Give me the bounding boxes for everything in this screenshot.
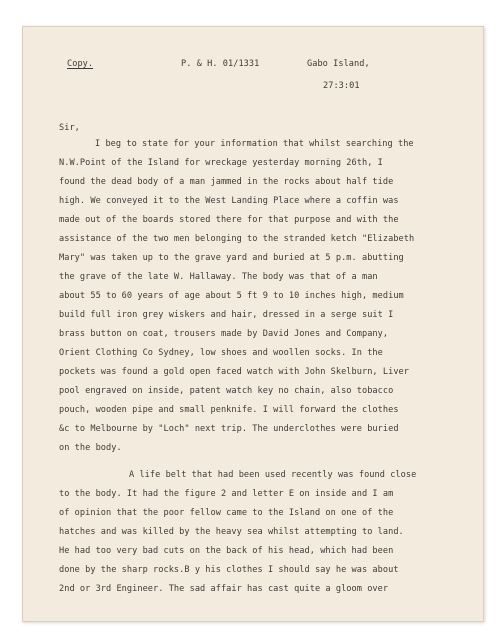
- copy-label: Copy.: [67, 59, 94, 69]
- body-line: 2nd or 3rd Engineer. The sad affair has cast quite a gloom over: [59, 584, 389, 594]
- location: Gabo Island,: [307, 59, 370, 69]
- body-line: pouch, wooden pipe and small penknife. I will forward the clothes: [59, 405, 399, 415]
- body-line: I beg to state for your information that whilst searching the: [95, 139, 414, 149]
- body-line: A life belt that had been used recently was found close: [129, 470, 417, 480]
- body-line: assistance of the two men belonging to the stranded ketch "Elizabeth: [59, 234, 415, 244]
- body-line: about 55 to 60 years of age about 5 ft 9 to 10 inches high, medium: [59, 291, 404, 301]
- body-line: done by the sharp rocks.B y his clothes I should say he was about: [59, 565, 399, 575]
- body-line: pool engraved on inside, patent watch key no chain, also tobacco: [59, 386, 394, 396]
- salutation: Sir,: [59, 123, 80, 133]
- body-line: high. We conveyed it to the West Landing Place where a coffin was: [59, 196, 399, 206]
- body-line: brass button on coat, trousers made by David Jones and Company,: [59, 329, 389, 339]
- body-line: Mary" was taken up to the grave yard and buried at 5 p.m. abutting: [59, 253, 404, 263]
- document-page: [22, 26, 484, 622]
- body-line: build full iron grey wiskers and hair, dressed in a serge suit I: [59, 310, 394, 320]
- body-line: made out of the boards stored there for that purpose and with the: [59, 215, 399, 225]
- body-line: to the body. It had the figure 2 and letter E on inside and I am: [59, 489, 394, 499]
- body-line: pockets was found a gold open faced watch with John Skelburn, Liver: [59, 367, 409, 377]
- body-line: of opinion that the poor fellow came to the Island on one of the: [59, 508, 394, 518]
- body-line: on the body.: [59, 443, 122, 453]
- reference-number: P. & H. 01/1331: [181, 59, 260, 69]
- body-line: Orient Clothing Co Sydney, low shoes and woollen socks. In the: [59, 348, 383, 358]
- body-line: found the dead body of a man jammed in the rocks about half tide: [59, 177, 394, 187]
- body-line: hatches and was killed by the heavy sea whilst attempting to land.: [59, 527, 404, 537]
- body-line: &c to Melbourne by "Loch" next trip. The underclothes were buried: [59, 424, 399, 434]
- body-line: N.W.Point of the Island for wreckage yesterday morning 26th, I: [59, 158, 383, 168]
- body-line: the grave of the late W. Hallaway. The body was that of a man: [59, 272, 378, 282]
- letter-date: 27:3:01: [323, 81, 360, 91]
- body-line: He had too very bad cuts on the back of his head, which had been: [59, 546, 394, 556]
